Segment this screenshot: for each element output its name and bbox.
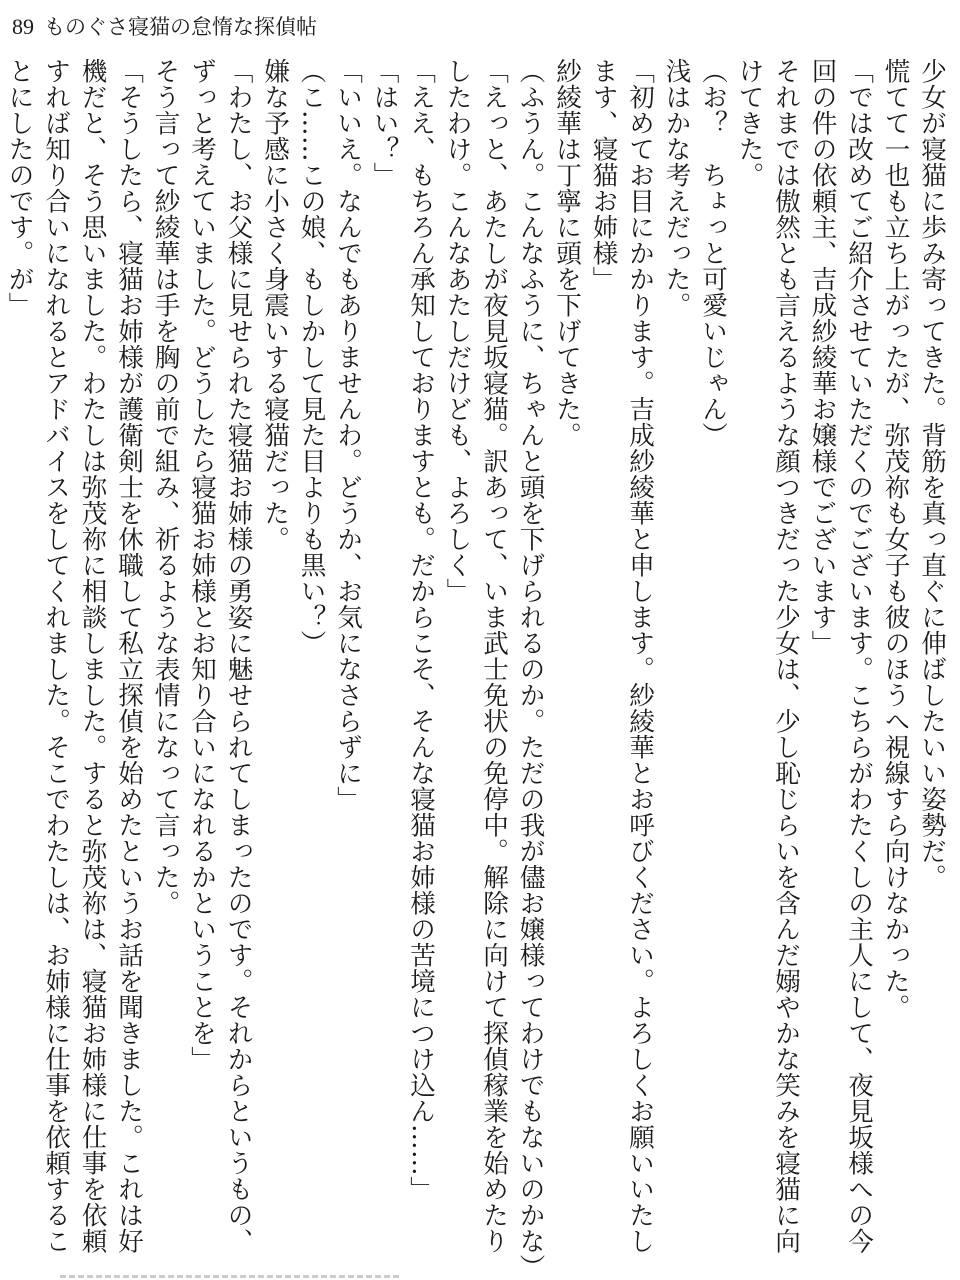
paragraph: （お？ ちょっと可愛いじゃん） xyxy=(698,58,728,448)
paragraph: そう言って紗綾華は手を胸の前で組み、祈るような表情になって言った。 xyxy=(150,58,181,916)
paragraph: 「ええ、もちろん承知しておりますとも。だからこそ、そんな寝猫お姉様の苦境につけ込ん……」 xyxy=(406,58,436,1202)
paragraph: 「えっと、あたしが夜見坂寝猫。訳あって、いま武士免状の免停中。解除に向けて探偵稼業を始めたりしたわけ。こんなあたしだけども、よろしく」 xyxy=(442,58,509,1254)
paragraph: 「わたし、お父様に見せられた寝猫お姉様の勇姿に魅せられてしまったのです。それからというもの、ずっと考えていました。どうしたら寝猫お姉様とお知り合いになれるかということを」 xyxy=(187,58,254,1254)
paragraph: 「いいえ。なんでもありませんわ。どうか、お気になさらずに」 xyxy=(333,58,363,812)
paragraph: 「そうしたら、寝猫お姉様が護衛剣士を休職して私立探偵を始めたというお話を聞きました。これは好機だと、そう思いました。わたしは弥茂祢に相談しました。すると弥茂祢は、寝猫お姉様に仕事を依頼すれば知り合いになれるとアドバイスをしてくれました。そこでわたしは、お姉様に仕事を依頼することにしたのです。が」 xyxy=(4,58,144,1254)
paragraph: それまでは傲然とも言えるような顔つきだった少女は、少し恥じらいを含んだ嫋やかな笑みを寝猫に向けてきた。 xyxy=(734,58,801,1254)
page-number: 89 xyxy=(12,14,34,39)
paragraph: （こ……この娘、もしかして見た目よりも黒い？） xyxy=(296,58,327,656)
running-title: ものぐさ寝猫の怠惰な探偵帖 xyxy=(44,15,317,39)
paragraph: 「はい？」 xyxy=(369,58,400,188)
paragraph: 「初めてお目にかかります。吉成紗綾華と申します。紗綾華とお呼びください。よろしくお願いいたします、寝猫お姉様」 xyxy=(588,58,655,1254)
body-text xyxy=(4,58,950,1280)
paragraph: （ふうん。こんなふうに、ちゃんと頭を下げられるのか。ただの我が儘お嬢様ってわけでもないのかな） xyxy=(515,58,546,1280)
page-header xyxy=(12,16,317,38)
paragraph: 少女が寝猫に歩み寄ってきた。背筋を真っ直ぐに伸ばしたいい姿勢だ。 xyxy=(917,58,947,890)
paragraph: 浅はかな考えだった。 xyxy=(661,58,692,318)
paragraph: 嫌な予感に小さく身震いする寝猫だった。 xyxy=(260,58,290,552)
paragraph: 慌てて一也も立ち上がったが、弥茂祢も女子も彼のほうへ視線すら向けなかった。 xyxy=(880,58,911,1020)
paragraph: 紗綾華は丁寧に頭を下げてきた。 xyxy=(552,58,582,448)
page-edge-rule xyxy=(60,1275,400,1278)
paragraph: 「では改めてご紹介させていただくのでございます。こちらがわたくしの主人にして、夜見坂様への今回の件の依頼主、吉成紗綾華お嬢様でございます」 xyxy=(807,58,874,1254)
